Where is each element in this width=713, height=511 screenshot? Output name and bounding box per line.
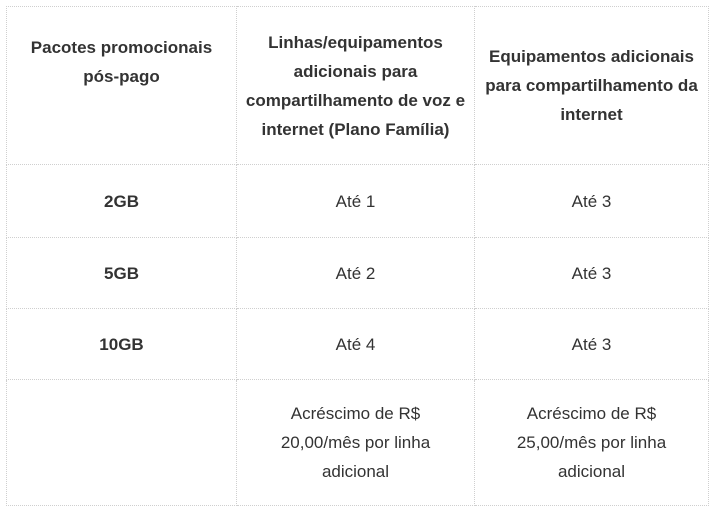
table-footer-row: [7, 380, 709, 506]
additional-lines-cell: Até 1: [237, 165, 475, 238]
table-row: [7, 309, 709, 380]
header-additional-devices: Equipamentos adicionais para compartilhamento da internet: [475, 7, 709, 165]
plans-table-container: [6, 6, 708, 505]
plan-name-cell: 10GB: [7, 309, 237, 380]
header-promo-packages: Pacotes promocionais pós-pago: [7, 7, 237, 165]
plan-name-cell: 5GB: [7, 238, 237, 309]
table-header-row: [7, 7, 709, 165]
footer-devices-surcharge: Acréscimo de R$ 25,00/mês por linha adicional: [475, 380, 709, 506]
additional-devices-cell: Até 3: [475, 165, 709, 238]
additional-devices-cell: Até 3: [475, 309, 709, 380]
footer-lines-surcharge: Acréscimo de R$ 20,00/mês por linha adicional: [237, 380, 475, 506]
additional-lines-cell: Até 4: [237, 309, 475, 380]
additional-devices-cell: Até 3: [475, 238, 709, 309]
footer-empty-cell: [7, 380, 237, 506]
table-row: [7, 165, 709, 238]
table-row: [7, 238, 709, 309]
header-additional-lines: Linhas/equipamentos adicionais para compartilhamento de voz e internet (Plano Família): [237, 7, 475, 165]
additional-lines-cell: Até 2: [237, 238, 475, 309]
plan-name-cell: 2GB: [7, 165, 237, 238]
plans-table: [6, 6, 709, 506]
